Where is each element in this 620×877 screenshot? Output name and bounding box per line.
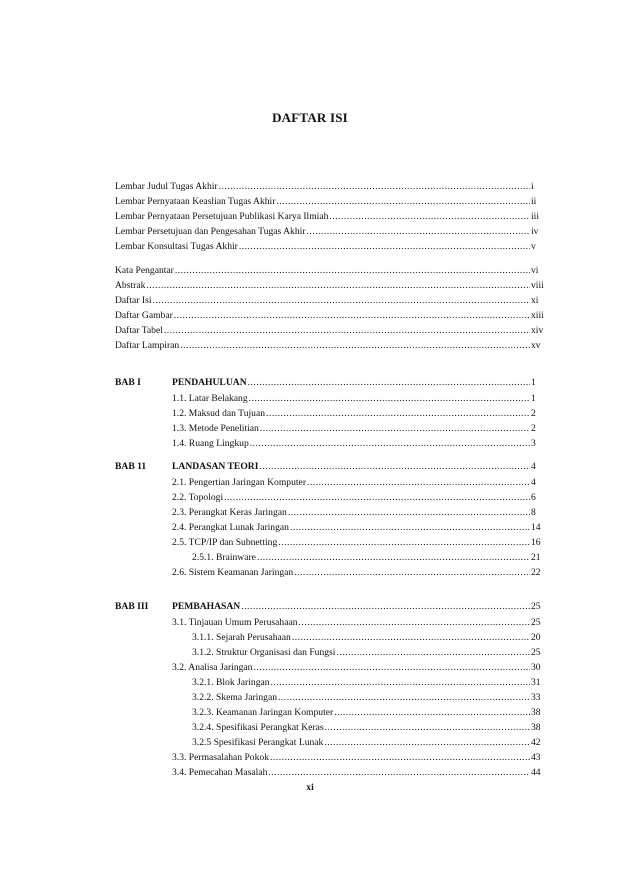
dot-leader bbox=[268, 767, 530, 778]
dot-leader bbox=[175, 265, 530, 276]
toc-entry bbox=[115, 226, 545, 237]
toc-entry-page: 2 bbox=[531, 423, 536, 434]
toc-entry-page: 14 bbox=[531, 522, 541, 533]
toc-entry bbox=[115, 295, 545, 306]
dot-leader bbox=[146, 280, 530, 291]
toc-entry bbox=[172, 408, 545, 419]
toc-entry bbox=[192, 692, 545, 703]
dot-leader bbox=[336, 647, 530, 658]
toc-entry-page: 1 bbox=[531, 377, 536, 388]
toc-entry bbox=[115, 181, 545, 192]
toc-entry-page: 6 bbox=[531, 492, 536, 503]
dot-leader bbox=[334, 707, 530, 718]
toc-entry bbox=[172, 767, 545, 778]
dot-leader bbox=[294, 567, 530, 578]
toc-entry-label: 3.2.2. Skema Jaringan bbox=[192, 692, 277, 703]
toc-entry-page: i bbox=[531, 181, 534, 192]
toc-entry-page: 16 bbox=[531, 537, 541, 548]
toc-entry bbox=[172, 662, 545, 673]
toc-entry-label: PENDAHULUAN bbox=[172, 377, 247, 388]
toc-entry-label: 1.2. Maksud dan Tujuan bbox=[172, 408, 266, 419]
toc-entry bbox=[192, 632, 545, 643]
toc-entry-page: 25 bbox=[531, 601, 541, 612]
dot-leader bbox=[329, 211, 530, 222]
toc-entry bbox=[172, 461, 545, 472]
toc-entry-page: xiii bbox=[531, 310, 544, 321]
toc-entry bbox=[115, 325, 545, 336]
toc-entry bbox=[115, 241, 545, 252]
toc-entry bbox=[172, 617, 545, 628]
dot-leader bbox=[276, 196, 530, 207]
toc-entry-page: 21 bbox=[531, 552, 541, 563]
dot-leader bbox=[324, 737, 530, 748]
toc-entry-page: vi bbox=[531, 265, 539, 276]
toc-entry-page: 30 bbox=[531, 662, 541, 673]
toc-entry-label: 3.2.5 Spesifikasi Perangkat Lunak bbox=[192, 737, 324, 748]
dot-leader bbox=[307, 226, 530, 237]
toc-entry-label: 3.2. Analisa Jaringan bbox=[172, 662, 253, 673]
toc-entry-page: 33 bbox=[531, 692, 541, 703]
toc-entry-page: 38 bbox=[531, 707, 541, 718]
toc-entry-label: Lembar Konsultasi Tugas Akhir bbox=[115, 241, 238, 252]
toc-entry-label: Abstrak bbox=[115, 280, 146, 291]
toc-entry-page: 25 bbox=[531, 647, 541, 658]
chapter-number: BAB III bbox=[115, 601, 149, 612]
chapter-number: BAB 11 bbox=[115, 461, 147, 472]
toc-entry-page: viii bbox=[531, 280, 544, 291]
dot-leader bbox=[253, 662, 530, 673]
dot-leader bbox=[249, 393, 530, 404]
chapter-number: BAB I bbox=[115, 377, 141, 388]
dot-leader bbox=[290, 522, 530, 533]
dot-leader bbox=[292, 632, 530, 643]
toc-entry bbox=[172, 567, 545, 578]
toc-entry bbox=[172, 477, 545, 488]
dot-leader bbox=[259, 461, 530, 472]
toc-entry-page: 38 bbox=[531, 722, 541, 733]
dot-leader bbox=[164, 325, 530, 336]
toc-entry bbox=[192, 552, 545, 563]
toc-entry-page: 1 bbox=[531, 393, 536, 404]
dot-leader bbox=[278, 692, 530, 703]
toc-entry-label: 2.2. Topologi bbox=[172, 492, 224, 503]
toc-entry bbox=[115, 310, 545, 321]
toc-entry bbox=[115, 211, 545, 222]
dot-leader bbox=[241, 601, 530, 612]
toc-entry-label: 3.2.1. Blok Jaringan bbox=[192, 677, 270, 688]
toc-entry-page: xiv bbox=[531, 325, 544, 336]
toc-entry-page: 3 bbox=[531, 438, 536, 449]
dot-leader bbox=[299, 617, 530, 628]
dot-leader bbox=[271, 677, 530, 688]
toc-entry bbox=[172, 423, 545, 434]
toc-entry-label: PEMBAHASAN bbox=[172, 601, 241, 612]
dot-leader bbox=[250, 438, 530, 449]
toc-entry-label: Lembar Pernyataan Keaslian Tugas Akhir bbox=[115, 196, 276, 207]
dot-leader bbox=[257, 552, 530, 563]
toc-entry-page: 31 bbox=[531, 677, 541, 688]
toc-entry-label: 1.3. Metode Penelitian bbox=[172, 423, 259, 434]
dot-leader bbox=[153, 295, 531, 306]
toc-entry bbox=[115, 280, 545, 291]
toc-entry-label: 3.4. Pemecahan Masalah bbox=[172, 767, 268, 778]
dot-leader bbox=[248, 377, 530, 388]
toc-entry-label: 1.4. Ruang Lingkup bbox=[172, 438, 249, 449]
toc-entry-page: 20 bbox=[531, 632, 541, 643]
toc-entry-page: 8 bbox=[531, 507, 536, 518]
toc-entry-label: Lembar Pernyataan Persetujuan Publikasi Karya Ilmiah bbox=[115, 211, 329, 222]
toc-entry bbox=[192, 647, 545, 658]
toc-entry bbox=[172, 492, 545, 503]
toc-entry-page: 25 bbox=[531, 617, 541, 628]
toc-entry-label: 3.1. Tinjauan Umum Perusahaan bbox=[172, 617, 298, 628]
toc-entry-page: 42 bbox=[531, 737, 541, 748]
toc-entry-label: 3.2.3. Keamanan Jaringan Komputer bbox=[192, 707, 334, 718]
toc-entry-label: Daftar Lampiran bbox=[115, 340, 180, 351]
toc-entry bbox=[172, 377, 545, 388]
toc-entry bbox=[172, 752, 545, 763]
toc-entry-label: 2.4. Perangkat Lunak Jaringan bbox=[172, 522, 289, 533]
toc-entry-label: 1.1. Latar Belakang bbox=[172, 393, 248, 404]
toc-entry bbox=[115, 196, 545, 207]
toc-entry bbox=[172, 601, 545, 612]
toc-entry-label: Daftar Isi bbox=[115, 295, 152, 306]
toc-entry-page: ii bbox=[531, 196, 537, 207]
toc-entry bbox=[172, 393, 545, 404]
toc-entry-label: 2.5.1. Brainware bbox=[192, 552, 256, 563]
dot-leader bbox=[239, 241, 530, 252]
dot-leader bbox=[260, 423, 530, 434]
toc-entry bbox=[192, 722, 545, 733]
dot-leader bbox=[288, 507, 530, 518]
dot-leader bbox=[325, 722, 530, 733]
dot-leader bbox=[278, 537, 530, 548]
toc-entry-page: 4 bbox=[531, 477, 536, 488]
toc-entry bbox=[115, 340, 545, 351]
toc-entry-label: Kata Pengantar bbox=[115, 265, 174, 276]
toc-entry-label: 2.6. Sistem Keamanan Jaringan bbox=[172, 567, 294, 578]
dot-leader bbox=[266, 408, 530, 419]
toc-entry bbox=[192, 677, 545, 688]
toc-entry-label: LANDASAN TEORI bbox=[172, 461, 259, 472]
toc-entry-page: iv bbox=[531, 226, 539, 237]
dot-leader bbox=[270, 752, 530, 763]
toc-entry-label: Daftar Tabel bbox=[115, 325, 163, 336]
toc-entry-label: 2.3. Perangkat Keras Jaringan bbox=[172, 507, 287, 518]
toc-entry bbox=[192, 707, 545, 718]
dot-leader bbox=[180, 340, 530, 351]
toc-entry-label: 3.1.2. Struktur Organisasi dan Fungsi bbox=[192, 647, 336, 658]
toc-entry-label: Daftar Gambar bbox=[115, 310, 173, 321]
toc-entry-page: v bbox=[531, 241, 536, 252]
toc-entry bbox=[172, 537, 545, 548]
toc-entry-label: Lembar Judul Tugas Akhir bbox=[115, 181, 218, 192]
toc-entry-label: Lembar Persetujuan dan Pengesahan Tugas Akhir bbox=[115, 226, 306, 237]
toc-entry-label: 3.1.1. Sejarah Perusahaan bbox=[192, 632, 291, 643]
toc-entry-page: iii bbox=[531, 211, 539, 222]
toc-entry bbox=[115, 265, 545, 276]
toc-entry-page: 22 bbox=[531, 567, 541, 578]
toc-entry-label: 3.2.4. Spesifikasi Perangkat Keras bbox=[192, 722, 324, 733]
dot-leader bbox=[224, 492, 530, 503]
toc-entry-page: 2 bbox=[531, 408, 536, 419]
dot-leader bbox=[307, 477, 530, 488]
toc-entry-label: 3.3. Permasalahan Pokok bbox=[172, 752, 269, 763]
toc-entry bbox=[192, 737, 545, 748]
toc-entry-page: xi bbox=[531, 295, 539, 306]
toc-entry-page: 43 bbox=[531, 752, 541, 763]
page-title: DAFTAR ISI bbox=[272, 110, 348, 125]
toc-entry bbox=[172, 438, 545, 449]
dot-leader bbox=[174, 310, 530, 321]
toc-entry bbox=[172, 522, 545, 533]
toc-entry-page: 4 bbox=[531, 461, 536, 472]
toc-entry-page: xv bbox=[531, 340, 541, 351]
toc-entry-page: 44 bbox=[531, 767, 541, 778]
dot-leader bbox=[219, 181, 530, 192]
toc-entry bbox=[172, 507, 545, 518]
page-number: xi bbox=[306, 782, 314, 793]
toc-entry-label: 2.1. Pengertian Jaringan Komputer bbox=[172, 477, 307, 488]
toc-entry-label: 2.5. TCP/IP dan Subnetting bbox=[172, 537, 278, 548]
